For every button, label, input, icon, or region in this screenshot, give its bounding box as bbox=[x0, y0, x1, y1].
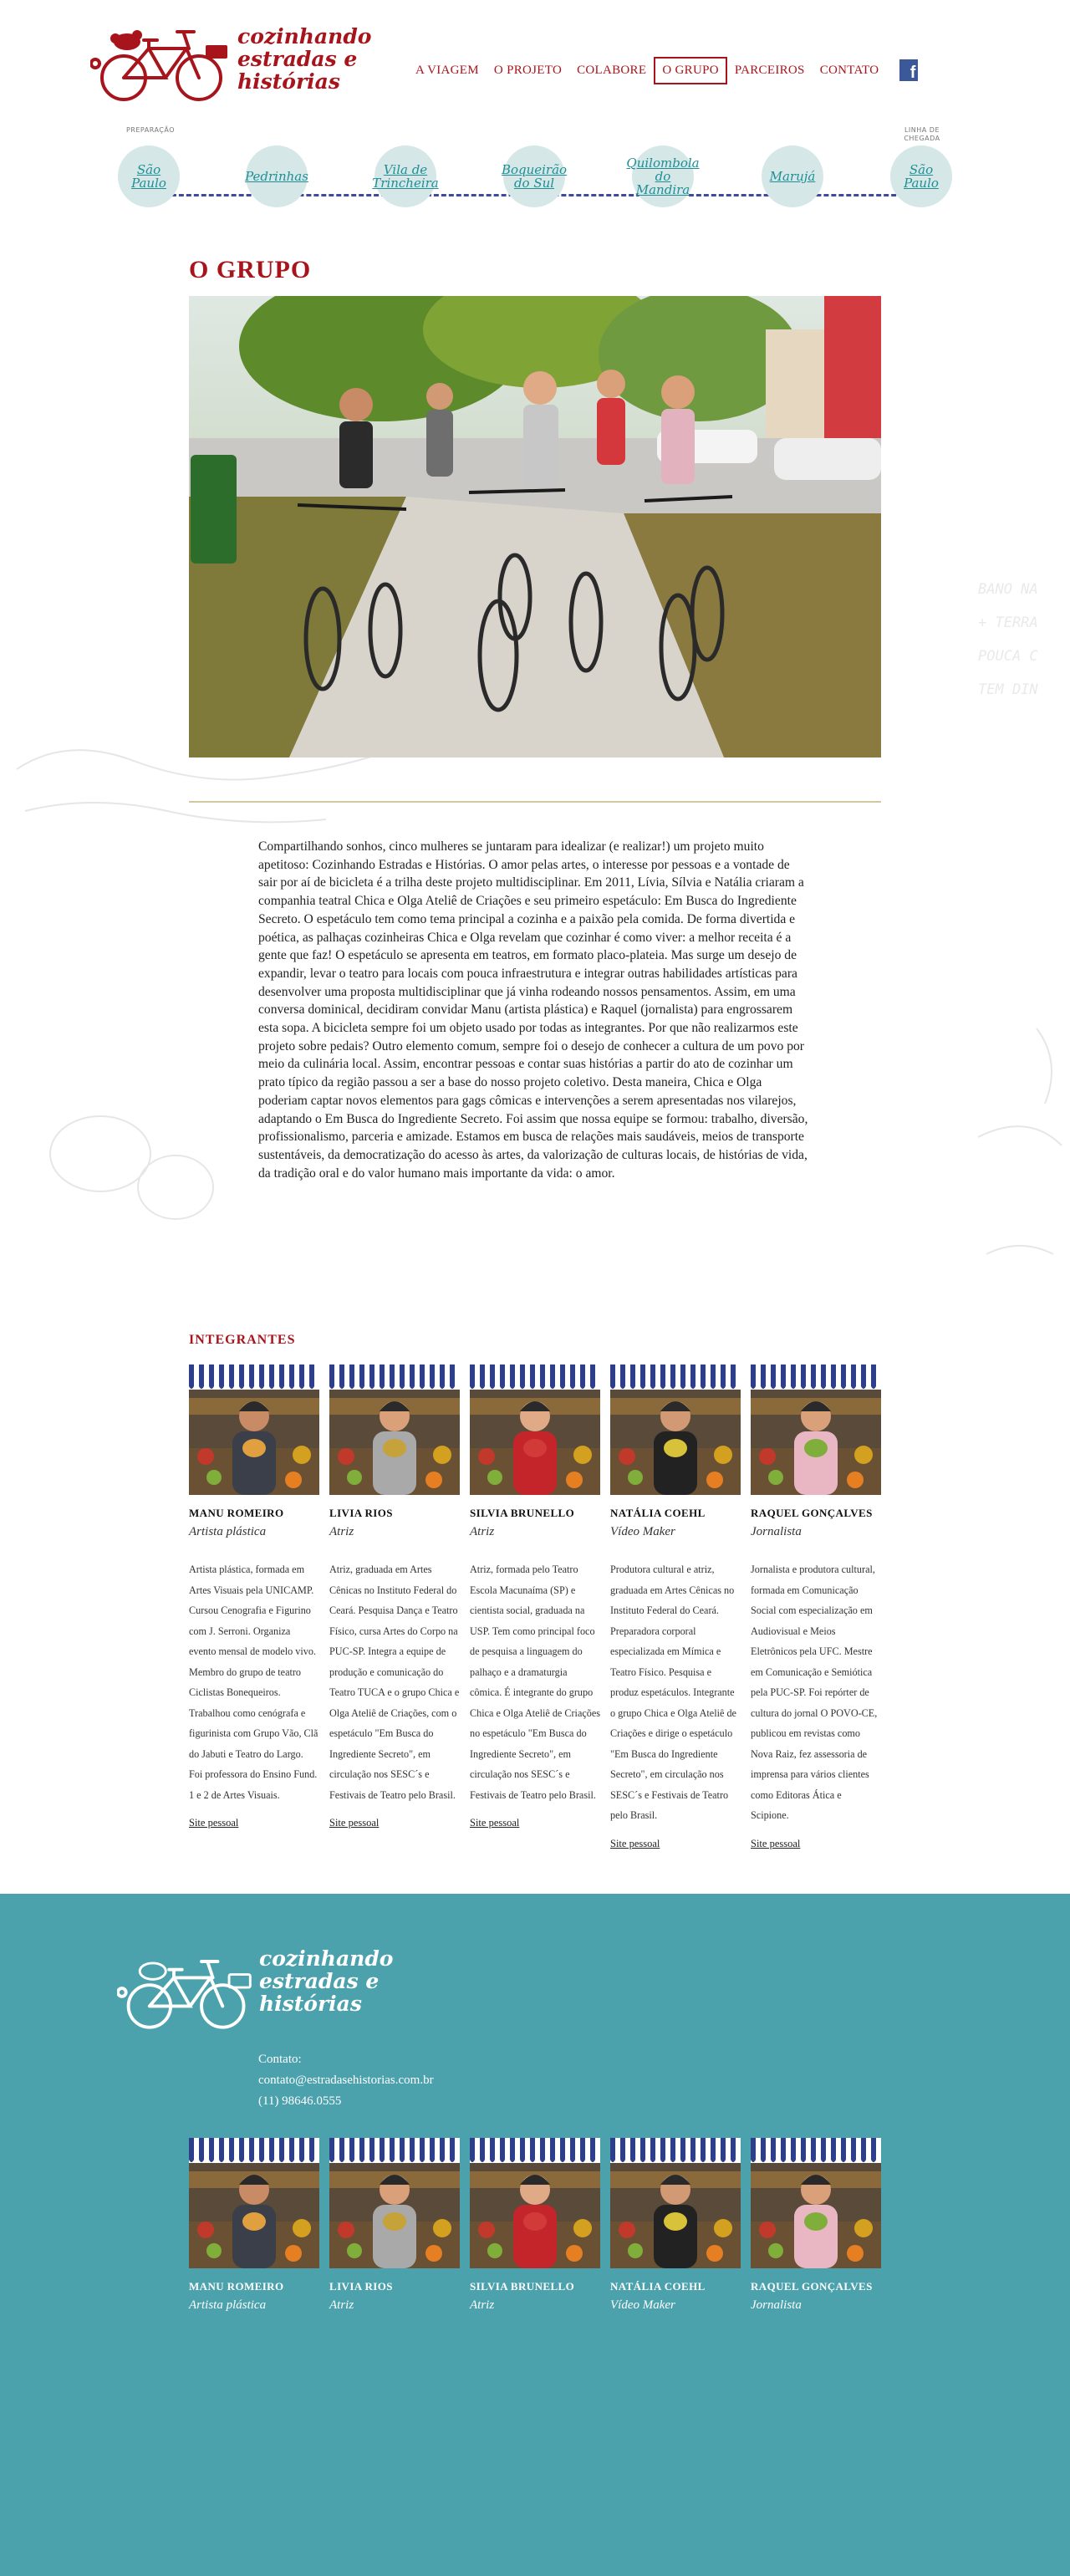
member-role: Jornalista bbox=[751, 2298, 802, 2312]
member-name: RAQUEL GONÇALVES bbox=[751, 2280, 873, 2293]
member-site-link[interactable]: Site pessoal bbox=[610, 1837, 660, 1849]
member-photo bbox=[610, 2138, 741, 2268]
bicycle-icon bbox=[90, 15, 237, 107]
route-end-label: LINHA DE CHEGADA bbox=[904, 126, 940, 142]
stop-label-line: Marujá bbox=[769, 169, 816, 184]
member-role: Vídeo Maker bbox=[610, 1525, 675, 1538]
member-name: SILVIA BRUNELLO bbox=[470, 2280, 575, 2293]
nav-a-viagem[interactable]: A VIAGEM bbox=[415, 63, 479, 77]
member-photo bbox=[751, 1365, 881, 1495]
footer-logo[interactable] bbox=[117, 1944, 394, 2044]
stop-label-line: Paulo bbox=[131, 176, 166, 191]
nav-o-projeto[interactable]: O PROJETO bbox=[493, 63, 563, 77]
stop-label-line: Vila de bbox=[383, 162, 428, 177]
route-stop-maruja[interactable] bbox=[762, 145, 823, 207]
contact-label: Contato: bbox=[258, 2053, 302, 2066]
svg-text:BANO NA: BANO NA bbox=[978, 581, 1038, 598]
member-photo-frame[interactable] bbox=[751, 2138, 881, 2268]
member-photo bbox=[189, 1365, 319, 1495]
stop-label-line: Quilombola bbox=[626, 156, 700, 171]
member-bio: Jornalista e produtora cultural, formada em Comunicação Social com especialização em Audiovisual e Meios Eletrônicos pela UFC. Mestre em Comunicação e Semiótica pela PUC-SP. Foi repórter de cultura do jornal O POVO-CE, publicou em revistas como Nova Raiz, fez assessoria de imprensa para vários clientes como Editoras Ática e Scipione. bbox=[751, 1563, 878, 1821]
route-start-label: PREPARAÇÃO bbox=[125, 126, 175, 134]
member-card bbox=[470, 1365, 600, 1850]
group-description: Compartilhando sonhos, cinco mulheres se juntaram para idealizar (e realizar!) um projeto muito apetitoso: Cozinhando Estradas e Histórias. O amor pelas artes, o interesse por pessoas e a vontade de sair por aí de bicicleta é a trilha deste projeto multidisciplinar. Em 2011, Lívia, Sílvia e Natália criaram a companhia teatral Chica e Olga Ateliê de Criações e seu primeiro espetáculo: Em Busca do Ingrediente Secreto. O espetáculo tem como tema principal a cozinha e a paixão pela comida. De forma divertida e poética, as palhaças cozinheiras Chica e Olga revelam que cozinhar é como viver: a melhor receita é a gente que faz! O espetáculo se apresenta em teatros, em formato placo-plateia. Mas surge um desejo de expandir, levar o teatro para locais com pouca infraestrutura e integrar outras habilidades artísticas para desenvolver uma proposta multidisciplinar que já vinha rodeando nossos pensamentos. Assim, em uma conversa dominical, decidiram convidar Manu (artista plástica) e Raquel (jornalista) para engrossarem esta sopa. A bicicleta sempre foi um objeto usado por todas as integrantes. Por que não realizarmos este projeto sobre pedais? Outro elemento comum, sempre foi o desejo de conhecer a cultura de um povo por meio da culinária local. Assim, encontrar pessoas e contar suas histórias a partir do ato de cozinhar um prato típico da região passou a ser a base do nosso projeto coletivo. Desta maneira, Chica e Olga poderiam captar novos elementos para gags cômicas e intervenções a serem apresentadas nos vilarejos, adaptando o Em Busca do Ingrediente Secreto. Foi assim que nossa equipe se formou: trabalho, diversão, profissionalismo, parceria e amizade. Estamos em busca de relações mais saudáveis, meios de transporte sustentáveis, da democratização do acesso às artes, da valorização de culturas locais, de histórias de vida, da tradição oral e do valor humano mais importante da vida: o amor. bbox=[258, 839, 808, 1181]
member-site-link[interactable]: Site pessoal bbox=[329, 1817, 380, 1829]
content-divider bbox=[189, 801, 881, 803]
member-photo bbox=[751, 2138, 881, 2268]
member-card bbox=[329, 2138, 460, 2313]
member-photo bbox=[470, 1365, 600, 1495]
member-name: NATÁLIA COEHL bbox=[610, 1507, 706, 1519]
stop-label-line: Boqueirão bbox=[501, 162, 568, 177]
nav-colabore[interactable]: COLABORE bbox=[577, 63, 647, 77]
route-stop-boqueirao-do-sul[interactable] bbox=[501, 145, 568, 207]
member-card bbox=[751, 2138, 881, 2313]
member-name: LIVIA RIOS bbox=[329, 2280, 393, 2293]
member-photo bbox=[189, 2138, 319, 2268]
member-photo-frame[interactable] bbox=[189, 2138, 319, 2268]
route-map bbox=[0, 124, 1070, 216]
member-card bbox=[610, 1365, 741, 1850]
member-photo-frame[interactable] bbox=[470, 1365, 600, 1495]
logo-line-2: estradas e bbox=[237, 47, 358, 71]
member-card bbox=[329, 1365, 460, 1850]
member-role: Artista plástica bbox=[189, 2298, 267, 2312]
integrantes-heading: INTEGRANTES bbox=[189, 1333, 296, 1347]
member-photo-frame[interactable] bbox=[329, 1365, 460, 1495]
footer-contact bbox=[258, 2049, 434, 2112]
member-photo bbox=[470, 2138, 600, 2268]
site-logo[interactable] bbox=[90, 15, 372, 111]
stop-label-line: Pedrinhas bbox=[245, 169, 308, 184]
member-bio: Atriz, graduada em Artes Cênicas no Instituto Federal do Ceará. Pesquisa Dança e Teatro Físico, cursa Artes do Corpo na PUC-SP. Integra a equipe de produção e comunicação do Teatro TUCA e o grupo Chica e Olga Ateliê de Criações, com o espetáculo "Em Busca do Ingrediente Secreto", em circulação nos SESC´s e Festivais de Teatro pelo Brasil. bbox=[329, 1563, 460, 1801]
member-name: RAQUEL GONÇALVES bbox=[751, 1507, 873, 1519]
member-name: LIVIA RIOS bbox=[329, 1507, 393, 1519]
member-site-link[interactable]: Site pessoal bbox=[751, 1837, 801, 1849]
member-bio: Atriz, formada pelo Teatro Escola Macunaíma (SP) e cientista social, graduada na USP. Tem como principal foco de pesquisa a linguagem do palhaço e a dramaturgia cômica. É integrante do grupo Chica e Olga Ateliê de Criações no espetáculo "Em Busca do Ingrediente Secreto", em circulação nos SESC´s e Festivais de Teatro pelo Brasil. bbox=[470, 1563, 601, 1801]
site-header bbox=[0, 0, 1070, 125]
logo-text bbox=[237, 25, 371, 93]
member-card bbox=[610, 2138, 741, 2313]
main-nav bbox=[408, 52, 951, 89]
logo-line-1: cozinhando bbox=[237, 24, 372, 48]
logo-line-3: histórias bbox=[259, 1992, 362, 2016]
member-photo bbox=[329, 1365, 460, 1495]
member-role: Jornalista bbox=[751, 1525, 802, 1538]
member-role: Atriz bbox=[470, 1525, 495, 1538]
background-handwriting bbox=[961, 577, 1070, 727]
stop-label-line: do bbox=[655, 169, 671, 184]
svg-text:+ TERRA: + TERRA bbox=[978, 615, 1038, 631]
stop-label-line: São bbox=[136, 162, 161, 177]
member-photo-frame[interactable] bbox=[610, 1365, 741, 1495]
stop-label-line: Trincheira bbox=[372, 176, 439, 191]
member-role: Vídeo Maker bbox=[610, 2298, 675, 2312]
member-photo-frame[interactable] bbox=[329, 2138, 460, 2268]
route-stop-vila-de-trincheira[interactable] bbox=[372, 145, 439, 207]
logo-line-1: cozinhando bbox=[259, 1946, 394, 1971]
footer-members-grid bbox=[189, 2138, 883, 2313]
member-site-link[interactable]: Site pessoal bbox=[189, 1817, 239, 1829]
member-photo-frame[interactable] bbox=[470, 2138, 600, 2268]
member-bio: Produtora cultural e atriz, graduada em Artes Cênicas no Instituto Federal do Ceará. Preparadora corporal especializada em Mímica e Teatro Físico. Pesquisa e produz espetáculos. Integrante o grupo Chica e Olga Ateliê de Criações e dirige o espetáculo "Em Busca do Ingrediente Secreto", em circulação nos SESC´s e Festivais de Teatro pelo Brasil. bbox=[610, 1563, 736, 1821]
route-stop-quilombola-do-mandira[interactable] bbox=[626, 145, 700, 207]
member-photo bbox=[610, 1365, 741, 1495]
member-photo-frame[interactable] bbox=[610, 2138, 741, 2268]
nav-o-grupo[interactable]: O GRUPO bbox=[654, 57, 727, 84]
member-photo-frame[interactable] bbox=[751, 1365, 881, 1495]
stop-label-line: São bbox=[909, 162, 934, 177]
logo-line-3: histórias bbox=[237, 69, 340, 94]
member-name: MANU ROMEIRO bbox=[189, 2280, 284, 2293]
group-photo-illustration bbox=[189, 296, 881, 757]
nav-contato[interactable]: CONTATO bbox=[819, 63, 879, 77]
facebook-icon[interactable]: f bbox=[899, 59, 918, 81]
svg-text:TEM DIN: TEM DIN bbox=[978, 681, 1038, 698]
member-site-link[interactable]: Site pessoal bbox=[470, 1817, 520, 1829]
member-name: NATÁLIA COEHL bbox=[610, 2280, 706, 2293]
contact-email[interactable]: contato@estradasehistorias.com.br bbox=[258, 2074, 434, 2087]
member-role: Atriz bbox=[329, 1525, 354, 1538]
member-photo bbox=[329, 2138, 460, 2268]
member-card bbox=[189, 2138, 319, 2313]
stop-label-line: Mandira bbox=[635, 182, 690, 197]
member-card bbox=[189, 1365, 319, 1850]
bicycle-icon bbox=[117, 1944, 259, 2036]
member-name: SILVIA BRUNELLO bbox=[470, 1507, 575, 1519]
members-grid bbox=[189, 1365, 883, 1850]
stop-label-line: do Sul bbox=[513, 176, 555, 191]
member-role: Atriz bbox=[329, 2298, 354, 2312]
member-role: Artista plástica bbox=[189, 1525, 267, 1538]
route-stop-pedrinhas[interactable] bbox=[246, 145, 308, 207]
member-photo-frame[interactable] bbox=[189, 1365, 319, 1495]
nav-parceiros[interactable]: PARCEIROS bbox=[734, 63, 805, 77]
svg-text:POUCA C: POUCA C bbox=[978, 648, 1038, 665]
stop-label-line: Paulo bbox=[904, 176, 939, 191]
logo-line-2: estradas e bbox=[259, 1969, 380, 1993]
member-name: MANU ROMEIRO bbox=[189, 1507, 284, 1519]
member-role: Atriz bbox=[470, 2298, 495, 2312]
route-stop-sao-paulo-start[interactable] bbox=[118, 145, 180, 207]
member-bio: Artista plástica, formada em Artes Visuais pela UNICAMP. Cursou Cenografia e Figurino com J. Serroni. Organiza evento mensal de modelo vivo. Membro do grupo de teatro Ciclistas Bonequeiros. Trabalhou como cenógrafa e figurinista com Grupo Vão, Clã do Jabuti e Teatro do Largo. Foi professora do Ensino Fund. 1 e 2 de Artes Visuais. bbox=[189, 1563, 318, 1801]
page-title: O GRUPO bbox=[189, 256, 312, 283]
group-photo bbox=[189, 296, 881, 757]
route-stop-sao-paulo-end[interactable] bbox=[890, 145, 952, 207]
contact-phone: (11) 98646.0555 bbox=[258, 2094, 342, 2108]
member-card bbox=[470, 2138, 600, 2313]
site-footer bbox=[0, 1894, 1070, 2576]
member-card bbox=[751, 1365, 881, 1850]
footer-logo-text bbox=[259, 1947, 393, 2015]
